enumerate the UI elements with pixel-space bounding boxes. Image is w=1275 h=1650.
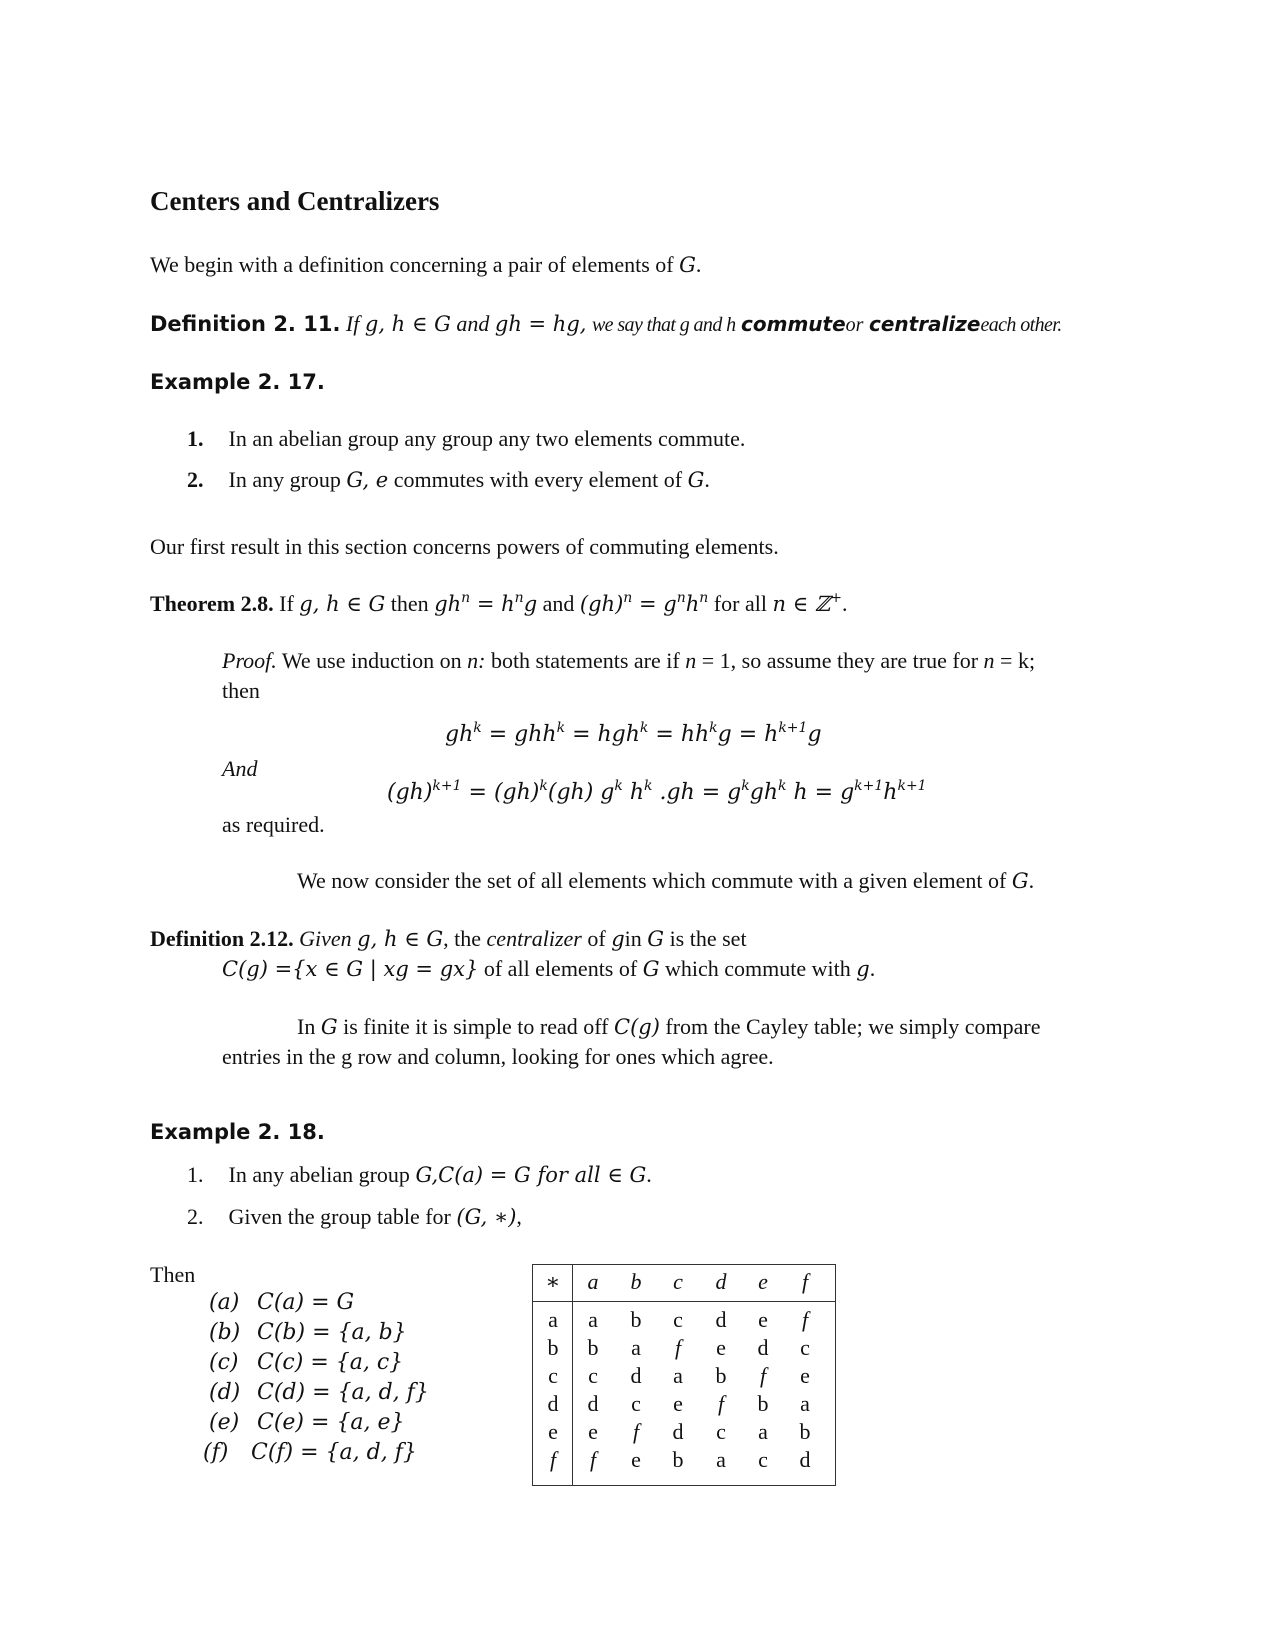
paragraph-text: In [297,1014,321,1039]
thm-and: and [537,591,580,616]
example-2-18-item-2 [187,1204,522,1230]
sup-n: n [623,590,633,606]
table-cell: b [799,1419,811,1444]
sup-n: n [676,590,686,606]
table-row-header: c [548,1363,558,1388]
table-cell: e [631,1447,641,1472]
table-row-header: d [547,1391,559,1416]
result-label: (e) [209,1410,240,1435]
paragraph-text: is finite it is simple to read off [337,1014,614,1039]
table-cell: b [630,1307,642,1332]
table-row-header: f [549,1447,557,1472]
table-cell: d [715,1307,727,1332]
proof-label: Proof. [222,648,277,673]
table-cell: c [673,1307,683,1332]
proof-text: both statements are if [485,648,686,673]
list-text: Given the group table for [228,1204,457,1229]
example-2-18-item-1 [187,1162,652,1188]
paragraph-end: . [1028,868,1035,893]
table-cell: b [757,1391,769,1416]
centralizer-result-row [209,1410,405,1435]
math-G: G [642,957,660,981]
eq-part: h [883,780,898,805]
table-row-header: a [548,1307,558,1332]
table-cell: c [758,1447,768,1472]
table-row-header: e [548,1419,558,1444]
proof-line-1 [222,648,1035,674]
thm-set: n ∈ ℤ [772,592,831,616]
list-number: 2. [187,467,204,492]
def-text: , the [443,926,487,951]
sup-k1: k+1 [432,778,462,794]
eq-part: gh [749,780,779,805]
math-G: G [647,927,665,951]
centralizer-result-row [203,1440,417,1465]
def-if: If [345,311,360,336]
example-2-17-item-1 [187,426,745,452]
table-header-cell: a [587,1269,599,1294]
math-expression: (G, ∗) [456,1205,517,1229]
eq-part: g [807,722,822,747]
list-number: 1. [187,1162,204,1187]
eq-part: gh [445,722,474,747]
sup-k: k [741,778,750,794]
def-cond: g, h ∈ G [357,927,444,951]
list-text-mid: commutes with every element of [388,467,688,492]
centralizer-result-row [209,1380,429,1405]
table-cell: a [716,1447,726,1472]
math-G: G [320,1015,338,1039]
list-text: In an abelian group any group any two elements commute. [228,426,746,451]
definition-label: Definition 2.12. [150,926,294,951]
result-label: (f) [203,1440,229,1465]
sup-k: k [639,720,649,736]
table-cell: c [631,1391,641,1416]
thm-if: If [273,591,300,616]
thm-eq2: (gh) [579,592,624,616]
def-text: of all elements of [478,956,643,981]
table-cell: d [630,1363,642,1388]
thm-eq1b: = h [470,592,515,616]
sup-n: n [514,590,524,606]
table-cell: f [759,1363,767,1388]
proof-n: n [983,648,995,673]
sup-k1: k+1 [854,778,884,794]
thm-end: . [841,591,848,616]
math-g: g [856,957,870,981]
term-centralizer: centralizer [486,926,582,951]
list-end: . [646,1162,652,1187]
table-cell: d [757,1335,769,1360]
proof-text: = k; [994,648,1036,673]
thm-eq2b: = g [632,592,677,616]
eq-part: (gh) g [547,780,615,805]
sup-k: k [644,778,653,794]
term-centralize: centralize [868,312,981,336]
result-expression: C(c) = {a, c} [257,1350,404,1375]
sup-k: k [539,778,548,794]
table-cell: d [672,1419,684,1444]
sup-k1: k+1 [897,778,927,794]
list-number: 2. [187,1204,204,1229]
table-cell: f [632,1419,640,1444]
table-header-cell: f [801,1269,809,1294]
def-end: each other. [980,314,1062,336]
eq-part: g = h [717,722,779,747]
math-g: g [611,927,625,951]
now-consider-paragraph [297,868,1034,894]
math-cg: C(g) = [222,957,293,981]
sup-n: n [699,590,709,606]
example-2-18-label: Example 2. 18. [150,1120,325,1144]
math-g: G [687,468,705,492]
table-header-cell: b [630,1269,642,1294]
def-end: . [869,956,876,981]
list-end: , [516,1204,522,1229]
table-cell: f [674,1335,682,1360]
table-cell: f [801,1307,809,1332]
proof-text: We use induction on [276,648,468,673]
table-header-cell: d [715,1269,727,1294]
centralizer-result-row [209,1350,403,1375]
thm-forall: for all [708,591,773,616]
theorem-label: Theorem 2.8. [150,591,274,616]
sup-k: k [614,778,623,794]
paragraph-text: from the Cayley table; we simply compare [659,1014,1041,1039]
def-text: which commute with [659,956,857,981]
table-cell: c [716,1419,726,1444]
proof-equation-1 [445,720,822,747]
list-text: In any group [228,467,347,492]
math-g: G [1011,869,1029,893]
table-cell: a [631,1335,641,1360]
def-text: is the set [664,926,747,951]
result-label: (c) [209,1350,239,1375]
proof-n: n: [467,648,486,673]
def-eq: gh = hg, [494,312,587,336]
section-title: Centers and Centralizers [150,186,440,216]
eq-part: = hgh [565,722,640,747]
eq-part: = ghh [481,722,557,747]
table-cell: b [672,1447,684,1472]
table-cell: e [800,1363,810,1388]
proof-text: = 1, so assume they are true for [696,648,984,673]
def-or: or [845,314,864,336]
proof-then: then [222,678,260,703]
table-cell: c [800,1335,810,1360]
def-mid: we say that g and h [591,314,736,336]
table-cell: a [673,1363,683,1388]
def-cond: g, h ∈ G [364,312,451,336]
eq-part: h = g [786,780,855,805]
sup-k1: k+1 [778,720,808,736]
result-expression: C(d) = {a, d, f} [257,1380,429,1405]
table-header-cell: c [673,1269,683,1294]
thm-eq1: gh [434,592,462,616]
eq-part: = hh [648,722,710,747]
proof-n: n [685,648,697,673]
proof-equation-2 [387,778,927,805]
first-result-paragraph: Our first result in this section concerns powers of commuting elements. [150,534,779,559]
intro-group: G [679,253,696,277]
cayley-table [532,1264,836,1486]
math-cg: C(g) [614,1015,660,1039]
table-cell: f [717,1391,725,1416]
result-expression: C(e) = {a, e} [257,1410,405,1435]
list-end: . [704,467,710,492]
finite-paragraph-line-2: entries in the g row and column, looking for ones which agree. [222,1044,774,1069]
intro-end: . [695,252,702,277]
definition-2-12 [150,926,747,952]
table-header-cell: ∗ [545,1269,561,1294]
definition-label: Definition 2. 11. [150,312,341,336]
list-text: In any abelian group [228,1162,416,1187]
thm-cond: g, h ∈ G [299,592,386,616]
then-label: Then [150,1262,196,1287]
sup-n: n [461,590,471,606]
math-ge: G, e [346,468,389,492]
thm-eq2c: h [685,592,700,616]
table-cell: e [673,1391,683,1416]
centralizer-result-row [209,1290,354,1315]
definition-2-11 [150,311,1062,337]
list-number: 1. [187,426,204,451]
centralizer-result-row [209,1320,407,1345]
table-cell: d [587,1391,599,1416]
result-expression: C(a) = G [257,1290,355,1315]
table-cell: a [588,1307,598,1332]
sup-k: k [709,720,718,736]
def-text: of [581,926,612,951]
sup-plus: + [830,590,842,606]
table-cell: b [715,1363,727,1388]
sup-k: k [778,778,787,794]
result-label: (b) [209,1320,241,1345]
eq-part: h [622,780,645,805]
theorem-2-8 [150,590,847,617]
table-cell: b [587,1335,599,1360]
math-set: {x ∈ G | xg = gx} [292,957,479,981]
table-cell: a [758,1419,768,1444]
thm-then: then [385,591,435,616]
table-cell: c [588,1363,598,1388]
proof-as-required: as required. [222,812,325,837]
eq-part: .gh = g [652,780,742,805]
thm-eq1c: g [523,592,538,616]
intro-paragraph [150,252,701,278]
finite-paragraph-line-1 [297,1014,1041,1040]
term-commute: commute [741,312,846,336]
definition-2-12-line-2 [222,956,875,982]
eq-part: = (gh) [461,780,540,805]
example-2-17-item-2 [187,467,710,493]
def-text: Given [293,926,358,951]
proof-and: And [222,756,258,781]
table-cell: f [589,1447,597,1472]
table-row-header: b [547,1335,559,1360]
table-cell: e [758,1307,768,1332]
def-and: and [456,311,490,336]
intro-text: We begin with a definition concerning a pair of elements of [150,252,680,277]
table-divider-horizontal [533,1301,835,1302]
table-header-cell: e [758,1269,768,1294]
def-text: in [624,926,648,951]
sup-k: k [556,720,566,736]
table-cell: d [799,1447,811,1472]
math-expression: G,C(a) = G for all ∈ G [415,1163,647,1187]
result-label: (d) [209,1380,241,1405]
result-expression: C(f) = {a, d, f} [251,1440,417,1465]
result-expression: C(b) = {a, b} [257,1320,407,1345]
paragraph-text: We now consider the set of all elements which commute with a given element of [297,868,1012,893]
eq-part: (gh) [387,780,433,805]
example-2-17-label: Example 2. 17. [150,370,325,394]
table-cell: e [588,1419,598,1444]
sup-k: k [473,720,482,736]
table-cell: a [800,1391,810,1416]
result-label: (a) [209,1290,240,1315]
table-cell: e [716,1335,726,1360]
